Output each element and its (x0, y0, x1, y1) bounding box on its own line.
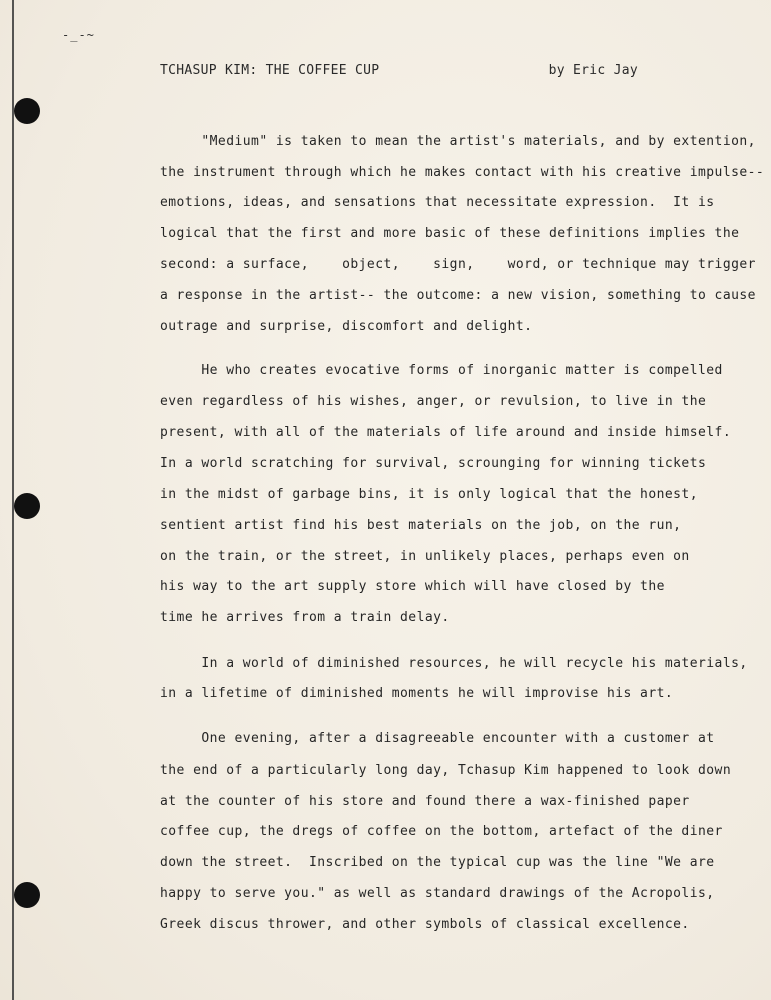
text-line: a response in the artist-- the outcome: a new vision, something to cause (160, 288, 756, 303)
text-line: coffee cup, the dregs of coffee on the bottom, artefact of the diner (160, 824, 723, 839)
text-line: the instrument through which he makes contact with his creative impulse-- (160, 165, 765, 180)
text-line: in a lifetime of diminished moments he will improvise his art. (160, 686, 674, 701)
text-line: One evening, after a disagreeable encounter with a customer at (160, 731, 715, 746)
text-line: He who creates evocative forms of inorganic matter is compelled (160, 363, 723, 378)
text-line: happy to serve you." as well as standard drawings of the Acropolis, (160, 886, 715, 901)
document-title: TCHASUP KIM: THE COFFEE CUP (160, 63, 380, 78)
document-author: by Eric Jay (548, 63, 638, 78)
text-line: sentient artist find his best materials on the job, on the run, (160, 518, 682, 533)
text-line: "Medium" is taken to mean the artist's materials, and by extention, (160, 134, 756, 149)
text-line: present, with all of the materials of life around and inside himself. (160, 425, 732, 440)
text-line: even regardless of his wishes, anger, or revulsion, to live in the (160, 394, 707, 409)
margin-rule (12, 0, 14, 1000)
text-line: In a world scratching for survival, scrounging for winning tickets (160, 456, 707, 471)
text-line: his way to the art supply store which will have closed by the (160, 579, 665, 594)
text-line: Greek discus thrower, and other symbols of classical excellence. (160, 917, 690, 932)
text-line: time he arrives from a train delay. (160, 610, 450, 625)
text-line: In a world of diminished resources, he will recycle his materials, (160, 656, 748, 671)
punch-hole (14, 882, 40, 908)
margin-scribble: -_-~ (62, 28, 95, 42)
text-line: logical that the first and more basic of these definitions implies the (160, 226, 740, 241)
text-line: on the train, or the street, in unlikely places, perhaps even on (160, 549, 690, 564)
text-line: emotions, ideas, and sensations that necessitate expression. It is (160, 195, 715, 210)
punch-hole (14, 98, 40, 124)
text-line: outrage and surprise, discomfort and delight. (160, 319, 533, 334)
punch-hole (14, 493, 40, 519)
text-line: the end of a particularly long day, Tchasup Kim happened to look down (160, 763, 732, 778)
text-line: second: a surface, object, sign, word, or technique may trigger (160, 257, 756, 272)
text-line: down the street. Inscribed on the typical cup was the line "We are (160, 855, 715, 870)
text-line: in the midst of garbage bins, it is only logical that the honest, (160, 487, 698, 502)
text-line: at the counter of his store and found there a wax-finished paper (160, 794, 690, 809)
